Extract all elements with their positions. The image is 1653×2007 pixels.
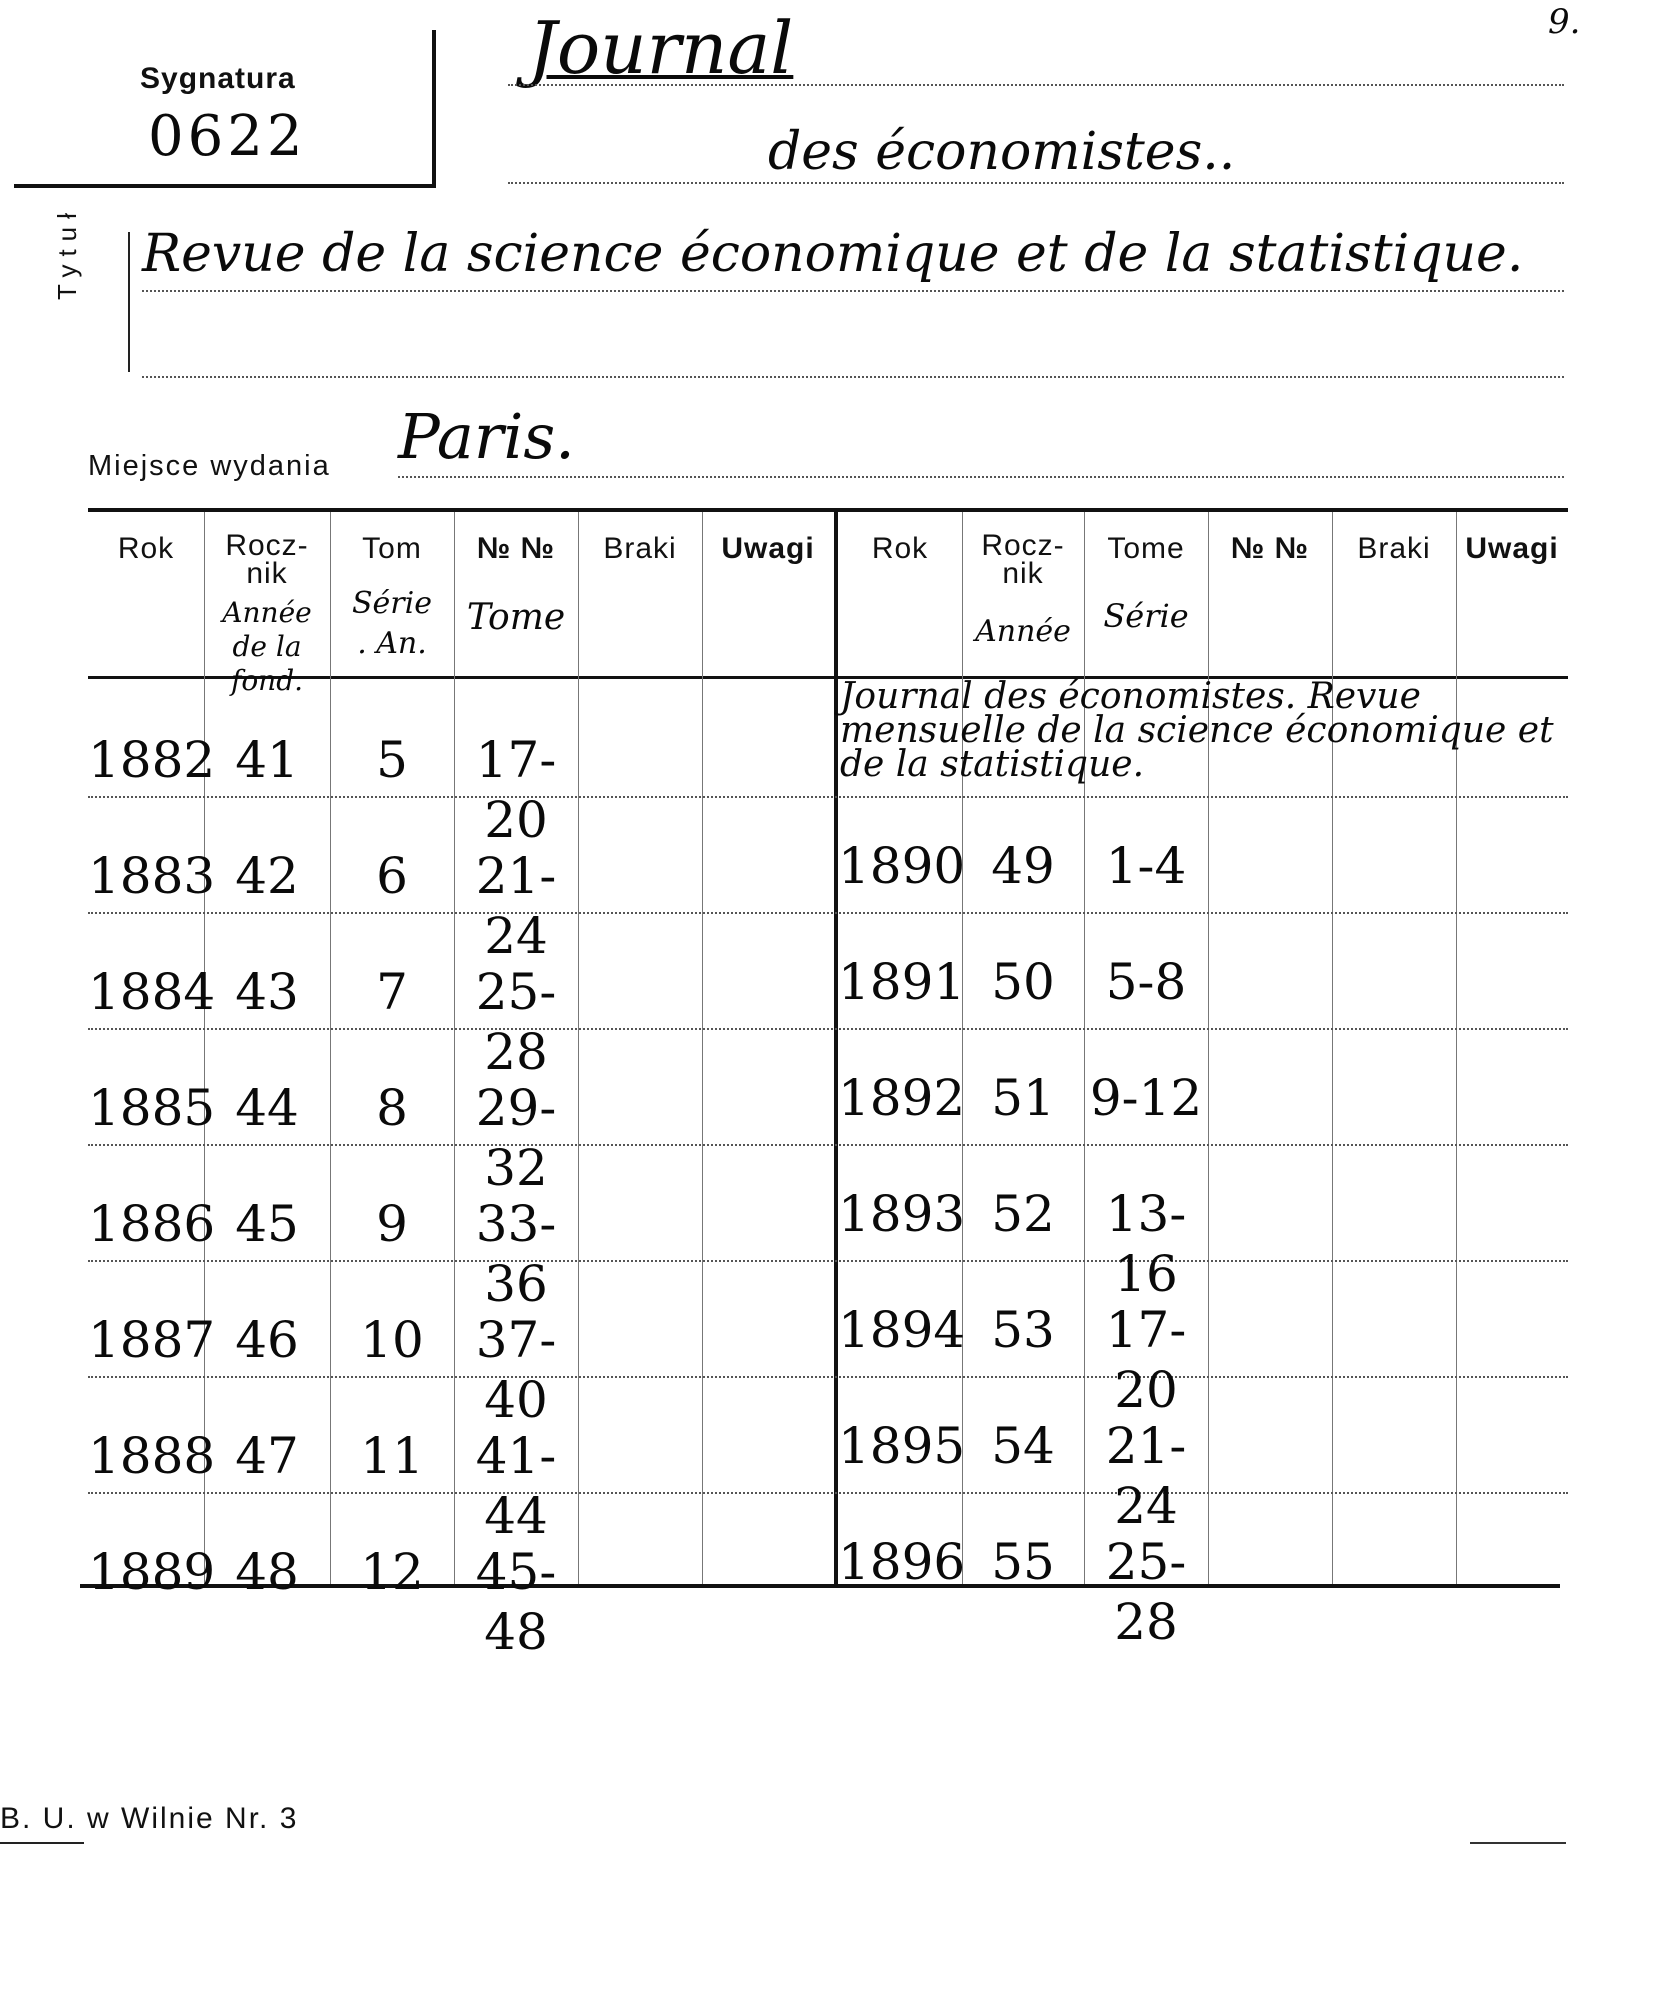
left-cell-rocznik: 41 [235, 731, 299, 789]
right-header-rocznik-hand: Année [975, 614, 1071, 649]
left-header-rok: Rok [117, 532, 175, 565]
left-cell-tom: 10 [360, 1311, 424, 1369]
left-header-braki: Braki [603, 532, 677, 565]
footer-imprint: B. U. w Wilnie Nr. 3 [0, 1802, 299, 1835]
signature-box-right [432, 30, 436, 186]
left-cell-nr: 29-32 [475, 1079, 557, 1197]
place-label: Miejsce wydania [88, 450, 331, 482]
left-cell-nr: 25-28 [475, 963, 557, 1081]
left-cell-rok: 1888 [88, 1427, 216, 1485]
right-cell-rocznik: 51 [991, 1069, 1055, 1127]
right-cell-tome: 21-24 [1105, 1417, 1187, 1535]
left-cell-rok: 1889 [88, 1543, 216, 1601]
left-cell-rocznik: 45 [235, 1195, 299, 1253]
row-divider [88, 1028, 1568, 1030]
left-header-rocznik-hand: Année de la fond. [222, 596, 312, 697]
signature-value: 0622 [148, 104, 307, 169]
table-top-rule [88, 508, 1568, 512]
left-cell-nr: 21-24 [475, 847, 557, 965]
footer-right-mark [1470, 1842, 1566, 1844]
left-cell-rok: 1887 [88, 1311, 216, 1369]
left-cell-nr: 45-48 [475, 1543, 557, 1661]
title-brace [128, 232, 130, 372]
col-divider [1208, 512, 1209, 1584]
title-line2: des économistes.. [768, 122, 1236, 182]
right-header-rok: Rok [871, 532, 929, 565]
left-cell-rocznik: 43 [235, 963, 299, 1021]
left-cell-rocznik: 44 [235, 1079, 299, 1137]
left-header-nr: № № [476, 532, 556, 565]
title-line1: Journal [528, 6, 794, 90]
col-divider [702, 512, 703, 1584]
right-cell-tome: 17-20 [1105, 1301, 1187, 1419]
left-cell-nr: 37-40 [475, 1311, 557, 1429]
row-divider [88, 1144, 1568, 1146]
right-cell-rocznik: 55 [991, 1533, 1055, 1591]
left-cell-tom: 12 [360, 1543, 424, 1601]
right-cell-rok: 1893 [838, 1185, 966, 1243]
place-value: Paris. [398, 400, 575, 473]
left-cell-tom: 7 [376, 963, 408, 1021]
row-divider [88, 1260, 1568, 1262]
left-cell-rocznik: 48 [235, 1543, 299, 1601]
left-cell-rok: 1882 [88, 731, 216, 789]
row-divider [88, 1376, 1568, 1378]
left-cell-rocznik: 42 [235, 847, 299, 905]
right-cell-rok: 1890 [838, 837, 966, 895]
left-header-rocznik: Rocz- nik [225, 529, 309, 590]
left-cell-tom: 5 [376, 731, 408, 789]
right-header-tome-hand: Série [1103, 597, 1189, 635]
row-divider [88, 796, 1568, 798]
right-cell-rok: 1896 [838, 1533, 966, 1591]
left-header-nr-hand: Tome [466, 597, 566, 638]
left-cell-tom: 11 [360, 1427, 424, 1485]
place-dots [398, 476, 1564, 478]
right-cell-tome: 1-4 [1105, 837, 1187, 895]
right-header-braki: Braki [1357, 532, 1431, 565]
left-cell-nr: 33-36 [475, 1195, 557, 1313]
left-cell-tom: 9 [376, 1195, 408, 1253]
right-cell-rok: 1892 [838, 1069, 966, 1127]
right-header-rocznik: Rocz- nik [981, 529, 1065, 590]
left-cell-rok: 1884 [88, 963, 216, 1021]
title-dots-1 [508, 84, 1564, 86]
right-cell-rocznik: 50 [991, 953, 1055, 1011]
right-header-nr: № № [1230, 532, 1310, 565]
footer-underline [0, 1842, 84, 1844]
right-cell-tome: 9-12 [1089, 1069, 1203, 1127]
left-cell-rocznik: 47 [235, 1427, 299, 1485]
right-header-uwagi: Uwagi [1465, 532, 1559, 565]
signature-box-bottom [14, 184, 436, 188]
right-header-tome: Tome [1107, 532, 1185, 565]
left-cell-nr: 17-20 [475, 731, 557, 849]
col-divider [1332, 512, 1333, 1584]
right-cell-rocznik: 53 [991, 1301, 1055, 1359]
title-dots-2 [508, 182, 1564, 184]
left-cell-rok: 1886 [88, 1195, 216, 1253]
subtitle: Revue de la science économique et de la statistique. [142, 224, 1524, 284]
col-divider [578, 512, 579, 1584]
right-cell-tome: 13-16 [1105, 1185, 1187, 1303]
right-cell-rok: 1895 [838, 1417, 966, 1475]
left-header-tom-hand: Série . An. [352, 586, 432, 661]
left-cell-tom: 8 [376, 1079, 408, 1137]
row-divider [88, 1492, 1568, 1494]
right-cell-rocznik: 52 [991, 1185, 1055, 1243]
title-label: Tytuł [52, 205, 82, 300]
left-cell-rocznik: 46 [235, 1311, 299, 1369]
left-cell-nr: 41-44 [475, 1427, 557, 1545]
left-cell-rok: 1883 [88, 847, 216, 905]
col-divider [1456, 512, 1457, 1584]
right-cell-tome: 5-8 [1105, 953, 1187, 1011]
right-cell-rocznik: 49 [991, 837, 1055, 895]
right-cell-rok: 1891 [838, 953, 966, 1011]
subtitle-dots-1 [142, 290, 1564, 292]
left-cell-rok: 1885 [88, 1079, 216, 1137]
left-cell-tom: 6 [376, 847, 408, 905]
right-cell-rok: 1894 [838, 1301, 966, 1359]
right-table-note: Journal des économistes. Revue mensuelle de la science économique et de la statistique. [840, 676, 1554, 785]
page-mark: 9. [1548, 2, 1581, 42]
left-header-tom: Tom [362, 532, 422, 565]
signature-label: Sygnatura [140, 62, 296, 95]
subtitle-dots-2 [142, 376, 1564, 378]
left-header-uwagi: Uwagi [721, 532, 815, 565]
right-cell-rocznik: 54 [991, 1417, 1055, 1475]
right-cell-tome: 25-28 [1105, 1533, 1187, 1651]
row-divider [88, 912, 1568, 914]
